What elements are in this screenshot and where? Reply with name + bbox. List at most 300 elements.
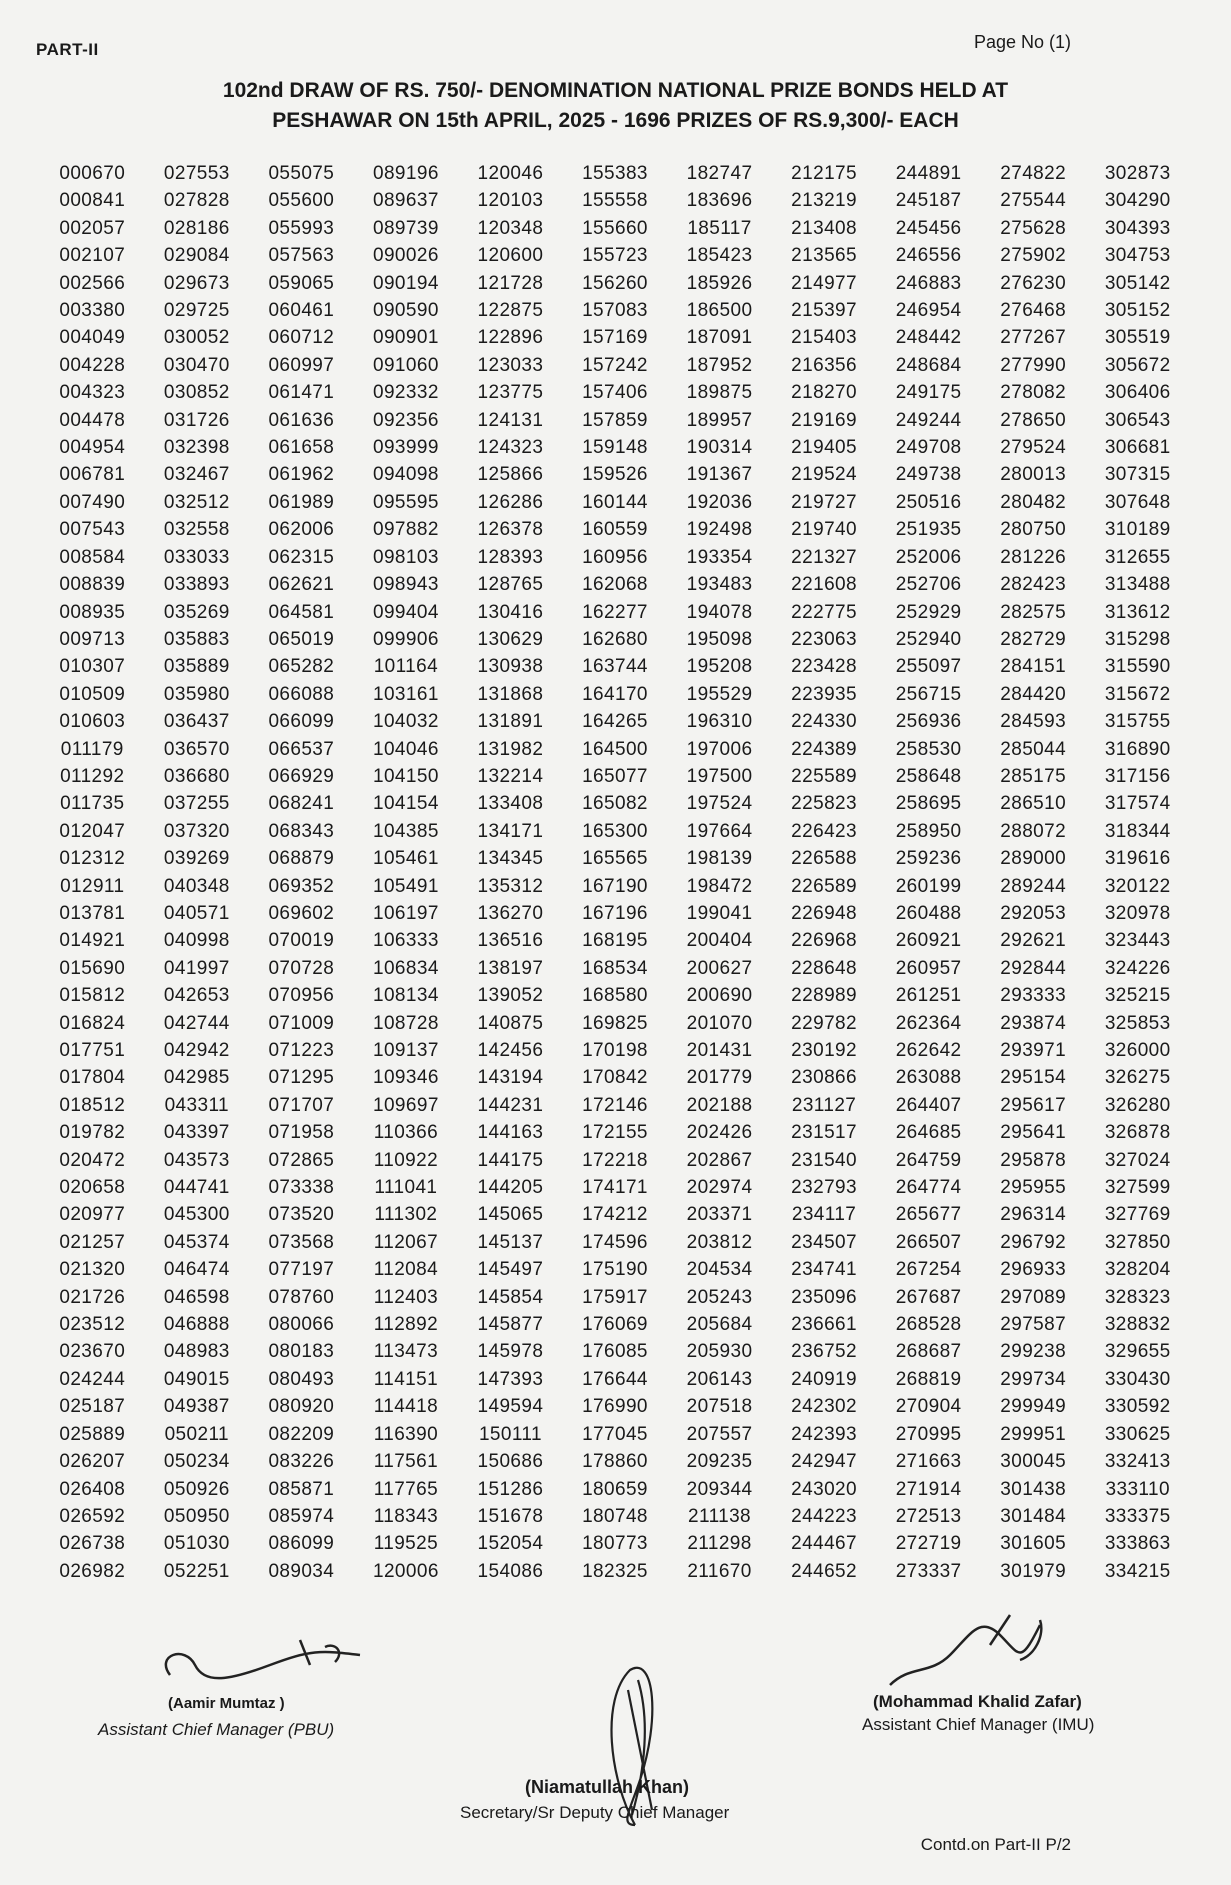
- bond-number: 120600: [477, 245, 544, 267]
- bond-number: 017751: [59, 1040, 126, 1061]
- bond-number: 061962: [268, 464, 335, 486]
- bond-number: 268528: [895, 1314, 962, 1336]
- bond-number: 328323: [1104, 1286, 1171, 1308]
- bond-number: 313488: [1104, 574, 1171, 596]
- bond-number: 249738: [895, 464, 962, 486]
- bond-number: 197006: [686, 738, 753, 760]
- signatory-name: (Mohammad Khalid Zafar): [873, 1692, 1082, 1711]
- bond-number: 108728: [372, 1012, 439, 1034]
- bond-number: 134345: [477, 848, 544, 870]
- bond-number: 295617: [1000, 1094, 1067, 1116]
- bond-number: 282575: [1000, 601, 1067, 623]
- bond-number: 223935: [791, 683, 857, 705]
- bond-number: 030852: [163, 382, 230, 404]
- bond-number: 209235: [686, 1451, 753, 1473]
- bond-number: 243020: [791, 1478, 857, 1500]
- bond-number: 064581: [268, 601, 335, 623]
- bond-number: 097882: [372, 519, 439, 541]
- bond-number: 155660: [582, 217, 648, 239]
- bond-number: 092356: [372, 409, 439, 431]
- signatory-role: Assistant Chief Manager (PBU): [98, 1720, 335, 1739]
- bond-number: 007490: [59, 491, 126, 513]
- bond-number: 159148: [582, 437, 648, 459]
- bond-number: 133408: [477, 793, 544, 815]
- bond-number: 121728: [477, 272, 544, 294]
- bond-number: 288072: [1000, 820, 1067, 842]
- bond-number: 192498: [686, 519, 753, 541]
- bond-number: 201431: [686, 1040, 753, 1061]
- bond-number: 242302: [791, 1396, 857, 1418]
- bond-number: 156260: [582, 272, 648, 294]
- bond-number: 118343: [373, 1505, 439, 1527]
- document-title-line-1: 102nd DRAW OF RS. 750/- DENOMINATION NATIONAL PRIZE BONDS HELD AT: [222, 79, 1009, 102]
- bond-number: 157859: [582, 409, 648, 431]
- bond-number: 272513: [895, 1505, 962, 1527]
- bond-number: 155558: [582, 190, 648, 212]
- bond-number: 000670: [59, 163, 126, 184]
- bond-number: 187952: [686, 354, 753, 376]
- bond-number: 248442: [895, 327, 962, 349]
- bond-number: 272719: [895, 1533, 962, 1555]
- bond-number: 008935: [59, 601, 126, 623]
- bond-number: 145497: [477, 1259, 544, 1281]
- bond-number: 296933: [1000, 1259, 1067, 1281]
- bond-number: 069352: [268, 875, 335, 897]
- bond-number: 149594: [477, 1396, 544, 1418]
- bond-number: 215403: [791, 327, 857, 349]
- bond-number: 010307: [59, 656, 126, 678]
- bond-number: 234507: [791, 1231, 857, 1253]
- bond-number: 330592: [1104, 1396, 1171, 1418]
- bond-number: 221608: [791, 574, 857, 596]
- bond-number: 006781: [59, 464, 126, 486]
- bond-number: 219740: [791, 519, 857, 541]
- bond-number: 199041: [686, 902, 753, 924]
- bond-number: 090590: [372, 300, 439, 322]
- bond-number: 114151: [373, 1368, 439, 1390]
- bond-number: 266507: [895, 1231, 962, 1253]
- page-number: Page No (1): [973, 32, 1071, 52]
- bond-number: 170198: [582, 1040, 648, 1061]
- bond-number: 206143: [686, 1368, 753, 1390]
- bond-number: 077197: [268, 1259, 335, 1281]
- part-label: PART-II: [36, 40, 99, 59]
- bond-number: 252706: [895, 574, 962, 596]
- bond-number: 132214: [477, 765, 544, 787]
- bond-column: [981, 160, 1086, 1585]
- bond-number: 095595: [372, 491, 439, 513]
- bond-number: 200690: [686, 985, 753, 1007]
- bond-number: 140875: [477, 1012, 544, 1034]
- bond-number: 234117: [791, 1204, 857, 1226]
- bond-number: 333110: [1105, 1478, 1170, 1500]
- bond-number: 246883: [895, 272, 962, 294]
- bond-number: 128393: [477, 546, 544, 568]
- bond-number: 008839: [59, 574, 126, 596]
- bond-number: 177045: [582, 1423, 648, 1445]
- bond-number: 249244: [895, 409, 962, 431]
- bond-number: 326878: [1104, 1122, 1171, 1144]
- bond-number: 157242: [582, 354, 648, 376]
- bond-number: 112084: [373, 1259, 439, 1281]
- bond-number: 165300: [582, 820, 648, 842]
- bond-number: 020977: [59, 1204, 126, 1226]
- bond-number: 332413: [1104, 1451, 1171, 1473]
- bond-number: 033033: [163, 546, 230, 568]
- bond-number: 164500: [582, 738, 648, 760]
- bond-number: 028186: [163, 217, 230, 239]
- bond-number: 317156: [1104, 765, 1171, 787]
- bond-number: 004049: [59, 327, 126, 349]
- bond-number: 305672: [1104, 354, 1171, 376]
- bond-number: 234741: [791, 1259, 857, 1281]
- bond-number: 110366: [373, 1122, 439, 1144]
- bond-number: 299734: [1000, 1368, 1067, 1390]
- bond-number: 198472: [686, 875, 753, 897]
- bond-number: 242393: [791, 1423, 857, 1445]
- bond-number: 066088: [268, 683, 335, 705]
- bond-number: 099404: [372, 601, 439, 623]
- bond-number: 207518: [686, 1396, 753, 1418]
- bond-column: [563, 160, 668, 1585]
- bond-number: 144163: [477, 1122, 544, 1144]
- bond-number: 316890: [1104, 738, 1171, 760]
- bond-number: 306406: [1104, 382, 1171, 404]
- bond-number: 225823: [791, 793, 857, 815]
- bond-number: 020472: [59, 1149, 126, 1171]
- bond-number: 304753: [1104, 245, 1171, 267]
- bond-number: 299238: [1000, 1341, 1067, 1363]
- bond-number: 160559: [582, 519, 648, 541]
- bond-number: 191367: [686, 464, 753, 486]
- bond-number: 223063: [791, 628, 857, 650]
- bond-number: 019782: [59, 1122, 126, 1144]
- bond-number: 089034: [268, 1560, 335, 1582]
- bond-number: 098103: [372, 546, 439, 568]
- bond-number: 280482: [1000, 491, 1067, 513]
- bond-number: 113473: [373, 1341, 439, 1363]
- bond-number: 328832: [1104, 1314, 1171, 1336]
- bond-number: 172146: [582, 1094, 648, 1116]
- bond-number: 275628: [1000, 217, 1067, 239]
- bond-number: 305519: [1104, 327, 1171, 349]
- bond-number: 112892: [373, 1314, 439, 1336]
- bond-number: 050234: [163, 1451, 230, 1473]
- bond-number: 334215: [1104, 1560, 1171, 1582]
- bond-number: 310189: [1104, 519, 1171, 541]
- bond-number: 260921: [895, 930, 962, 952]
- bond-number: 124323: [477, 437, 544, 459]
- bond-column: [40, 160, 145, 1585]
- bond-number: 258648: [895, 765, 962, 787]
- bond-number: 065019: [268, 628, 335, 650]
- bond-number: 245187: [895, 190, 962, 212]
- bond-number: 202867: [686, 1149, 753, 1171]
- bond-number: 061658: [268, 437, 335, 459]
- bond-column: [145, 160, 250, 1585]
- bond-number: 068241: [268, 793, 335, 815]
- bond-number: 270904: [895, 1396, 962, 1418]
- bond-number: 104385: [372, 820, 439, 842]
- bond-number: 323443: [1104, 930, 1171, 952]
- bond-number: 320978: [1104, 902, 1171, 924]
- bond-number: 240919: [791, 1368, 857, 1390]
- bond-number: 004478: [59, 409, 126, 431]
- bond-number: 320122: [1104, 875, 1171, 897]
- bond-number: 033893: [163, 574, 230, 596]
- bond-number: 187091: [686, 327, 753, 349]
- bond-number: 219169: [791, 409, 857, 431]
- bond-number: 170842: [582, 1067, 648, 1089]
- bond-number: 052251: [163, 1560, 230, 1582]
- bond-number: 119525: [373, 1533, 439, 1555]
- bond-number: 090026: [372, 245, 439, 267]
- bond-number: 261251: [895, 985, 962, 1007]
- bond-number: 010509: [59, 683, 126, 705]
- bond-number: 286510: [1000, 793, 1067, 815]
- bond-number: 004323: [59, 382, 126, 404]
- bond-number: 131868: [477, 683, 544, 705]
- bond-number: 284151: [1000, 656, 1067, 678]
- bond-number: 246954: [895, 300, 962, 322]
- bond-number: 029673: [163, 272, 230, 294]
- bond-number: 168534: [582, 957, 648, 979]
- bond-number: 145854: [477, 1286, 544, 1308]
- bond-number: 111041: [374, 1177, 438, 1199]
- bond-number: 265677: [895, 1204, 962, 1226]
- bond-number: 142456: [477, 1040, 544, 1061]
- bond-number: 030470: [163, 354, 230, 376]
- bond-number: 209344: [686, 1478, 753, 1500]
- bond-number: 071223: [268, 1040, 335, 1061]
- bond-number: 023670: [59, 1341, 126, 1363]
- bond-number: 160144: [582, 491, 648, 513]
- bond-number: 333863: [1104, 1533, 1171, 1555]
- bond-number: 085871: [268, 1478, 335, 1500]
- bond-number: 224389: [791, 738, 857, 760]
- bond-number: 018512: [59, 1094, 126, 1116]
- bond-number: 050926: [163, 1478, 230, 1500]
- bond-number: 318344: [1104, 820, 1171, 842]
- bond-number: 045300: [163, 1204, 230, 1226]
- bond-number: 293333: [1000, 985, 1067, 1007]
- bond-number: 050211: [164, 1423, 229, 1445]
- bond-number: 014921: [59, 930, 126, 952]
- bond-number: 183696: [686, 190, 753, 212]
- bond-number: 090194: [372, 272, 439, 294]
- bond-number: 172218: [582, 1149, 648, 1171]
- bond-number: 042653: [163, 985, 230, 1007]
- bond-number: 246556: [895, 245, 962, 267]
- bond-number: 010603: [59, 711, 126, 733]
- bond-number: 326000: [1104, 1040, 1171, 1061]
- bond-number: 197524: [686, 793, 753, 815]
- bond-number: 007543: [59, 519, 126, 541]
- bond-number: 279524: [1000, 437, 1067, 459]
- bond-number: 090901: [372, 327, 439, 349]
- bond-number: 250516: [895, 491, 962, 513]
- bond-number: 185926: [686, 272, 753, 294]
- bond-number: 244891: [895, 163, 962, 184]
- bond-number: 035980: [163, 683, 230, 705]
- bond-number: 282729: [1000, 628, 1067, 650]
- bond-number: 125866: [477, 464, 544, 486]
- bond-number: 131982: [477, 738, 544, 760]
- bond-number: 178860: [582, 1451, 648, 1473]
- bond-number: 262364: [895, 1012, 962, 1034]
- bond-number: 157083: [582, 300, 648, 322]
- bond-number: 151286: [477, 1478, 544, 1500]
- bond-column: [354, 160, 459, 1585]
- bond-number: 112067: [373, 1231, 439, 1253]
- bond-number: 039269: [163, 848, 230, 870]
- bond-number: 104150: [372, 765, 439, 787]
- bond-number: 104032: [372, 711, 439, 733]
- bond-number: 138197: [477, 957, 544, 979]
- bond-number: 203371: [686, 1204, 753, 1226]
- bond-number: 070956: [268, 985, 335, 1007]
- bond-number: 089637: [372, 190, 439, 212]
- bond-number: 278650: [1000, 409, 1067, 431]
- bond-number: 029725: [163, 300, 230, 322]
- bond-number: 055993: [268, 217, 335, 239]
- bond-number: 213219: [791, 190, 857, 212]
- bond-number: 176085: [582, 1341, 648, 1363]
- bond-number: 060997: [268, 354, 335, 376]
- bond-number: 224330: [791, 711, 857, 733]
- bond-number: 024244: [59, 1368, 126, 1390]
- bond-number: 315590: [1104, 656, 1171, 678]
- bond-number: 025889: [59, 1423, 126, 1445]
- bond-number: 109697: [372, 1094, 439, 1116]
- bond-number: 256715: [895, 683, 962, 705]
- signature-left: [150, 1625, 380, 1712]
- bond-number: 305152: [1104, 300, 1171, 322]
- bond-number: 089739: [372, 217, 439, 239]
- bond-number: 300045: [1000, 1451, 1067, 1473]
- bond-number: 194078: [686, 601, 753, 623]
- bond-number: 059065: [268, 272, 335, 294]
- bond-number: 073338: [268, 1177, 335, 1199]
- bond-number: 046474: [163, 1259, 230, 1281]
- bond-number: 030052: [163, 327, 230, 349]
- bond-number: 226588: [791, 848, 857, 870]
- bond-number: 011735: [60, 793, 125, 815]
- bond-number: 062315: [268, 546, 335, 568]
- bond-number: 045374: [163, 1231, 230, 1253]
- bond-number: 036680: [163, 765, 230, 787]
- bond-number: 260957: [895, 957, 962, 979]
- bond-number: 026592: [59, 1505, 126, 1527]
- bond-number: 110922: [373, 1149, 439, 1171]
- bond-number: 271914: [895, 1478, 962, 1500]
- bond-number: 236752: [791, 1341, 857, 1363]
- bond-number: 274822: [1000, 163, 1067, 184]
- bond-number: 325853: [1104, 1012, 1171, 1034]
- bond-number: 051030: [163, 1533, 230, 1555]
- bond-number: 152054: [477, 1533, 544, 1555]
- bond-number: 264407: [895, 1094, 962, 1116]
- bond-number: 035883: [163, 628, 230, 650]
- bond-number: 162068: [582, 574, 648, 596]
- bond-number: 185423: [686, 245, 753, 267]
- bond-number: 249708: [895, 437, 962, 459]
- bond-number: 065282: [268, 656, 335, 678]
- bond-number: 130629: [477, 628, 544, 650]
- bond-number: 235096: [791, 1286, 857, 1308]
- bond-number: 032398: [163, 437, 230, 459]
- bond-number: 275544: [1000, 190, 1067, 212]
- bond-number: 021320: [59, 1259, 126, 1281]
- bond-number: 330430: [1104, 1368, 1171, 1390]
- bond-number: 136516: [477, 930, 544, 952]
- bond-number: 200404: [686, 930, 753, 952]
- bond-number: 122875: [477, 300, 544, 322]
- bond-number: 104046: [372, 738, 439, 760]
- bond-number: 011292: [60, 765, 125, 787]
- bond-number: 168580: [582, 985, 648, 1007]
- bond-number: 186500: [686, 300, 753, 322]
- bond-number: 197500: [686, 765, 753, 787]
- bond-number: 278082: [1000, 382, 1067, 404]
- bond-number: 048983: [163, 1341, 230, 1363]
- bond-number: 071958: [268, 1122, 335, 1144]
- bond-number: 297089: [1000, 1286, 1067, 1308]
- bond-number: 267254: [895, 1259, 962, 1281]
- bond-number: 164265: [582, 711, 648, 733]
- bond-number: 136270: [477, 902, 544, 924]
- bond-number: 231127: [791, 1094, 857, 1116]
- bond-number: 280750: [1000, 519, 1067, 541]
- bond-number: 271663: [895, 1451, 962, 1473]
- bond-number: 172155: [582, 1122, 648, 1144]
- bond-column: [876, 160, 981, 1585]
- bond-number: 195529: [686, 683, 753, 705]
- bond-number: 282423: [1000, 574, 1067, 596]
- bond-number: 124131: [477, 409, 544, 431]
- bond-number: 277267: [1000, 327, 1067, 349]
- bond-number: 131891: [477, 711, 544, 733]
- bond-number: 026207: [59, 1451, 126, 1473]
- bond-number: 258950: [895, 820, 962, 842]
- bond-number: 071295: [268, 1067, 335, 1089]
- bond-number: 060712: [268, 327, 335, 349]
- bond-number: 211138: [688, 1505, 752, 1527]
- bond-column: [458, 160, 563, 1585]
- bond-number: 040571: [163, 902, 230, 924]
- bond-number: 046888: [163, 1314, 230, 1336]
- bond-number: 259236: [895, 848, 962, 870]
- bond-number: 333375: [1104, 1505, 1171, 1527]
- bond-number: 211670: [687, 1560, 752, 1582]
- bond-number: 147393: [477, 1368, 544, 1390]
- bond-number: 037255: [163, 793, 230, 815]
- bond-number: 026408: [59, 1478, 126, 1500]
- bond-number: 281226: [1000, 546, 1067, 568]
- bond-number: 151678: [477, 1505, 544, 1527]
- signatory-role: Secretary/Sr Deputy Chief Manager: [460, 1803, 730, 1822]
- bond-number: 252940: [895, 628, 962, 650]
- bond-number: 155723: [582, 245, 648, 267]
- bond-column: [667, 160, 772, 1585]
- bond-number: 073520: [268, 1204, 335, 1226]
- bond-number: 168195: [582, 930, 648, 952]
- bond-number: 120348: [477, 217, 544, 239]
- bond-number: 174596: [582, 1231, 648, 1253]
- bond-number: 202426: [686, 1122, 753, 1144]
- bond-number: 193483: [686, 574, 753, 596]
- bond-number: 226589: [791, 875, 857, 897]
